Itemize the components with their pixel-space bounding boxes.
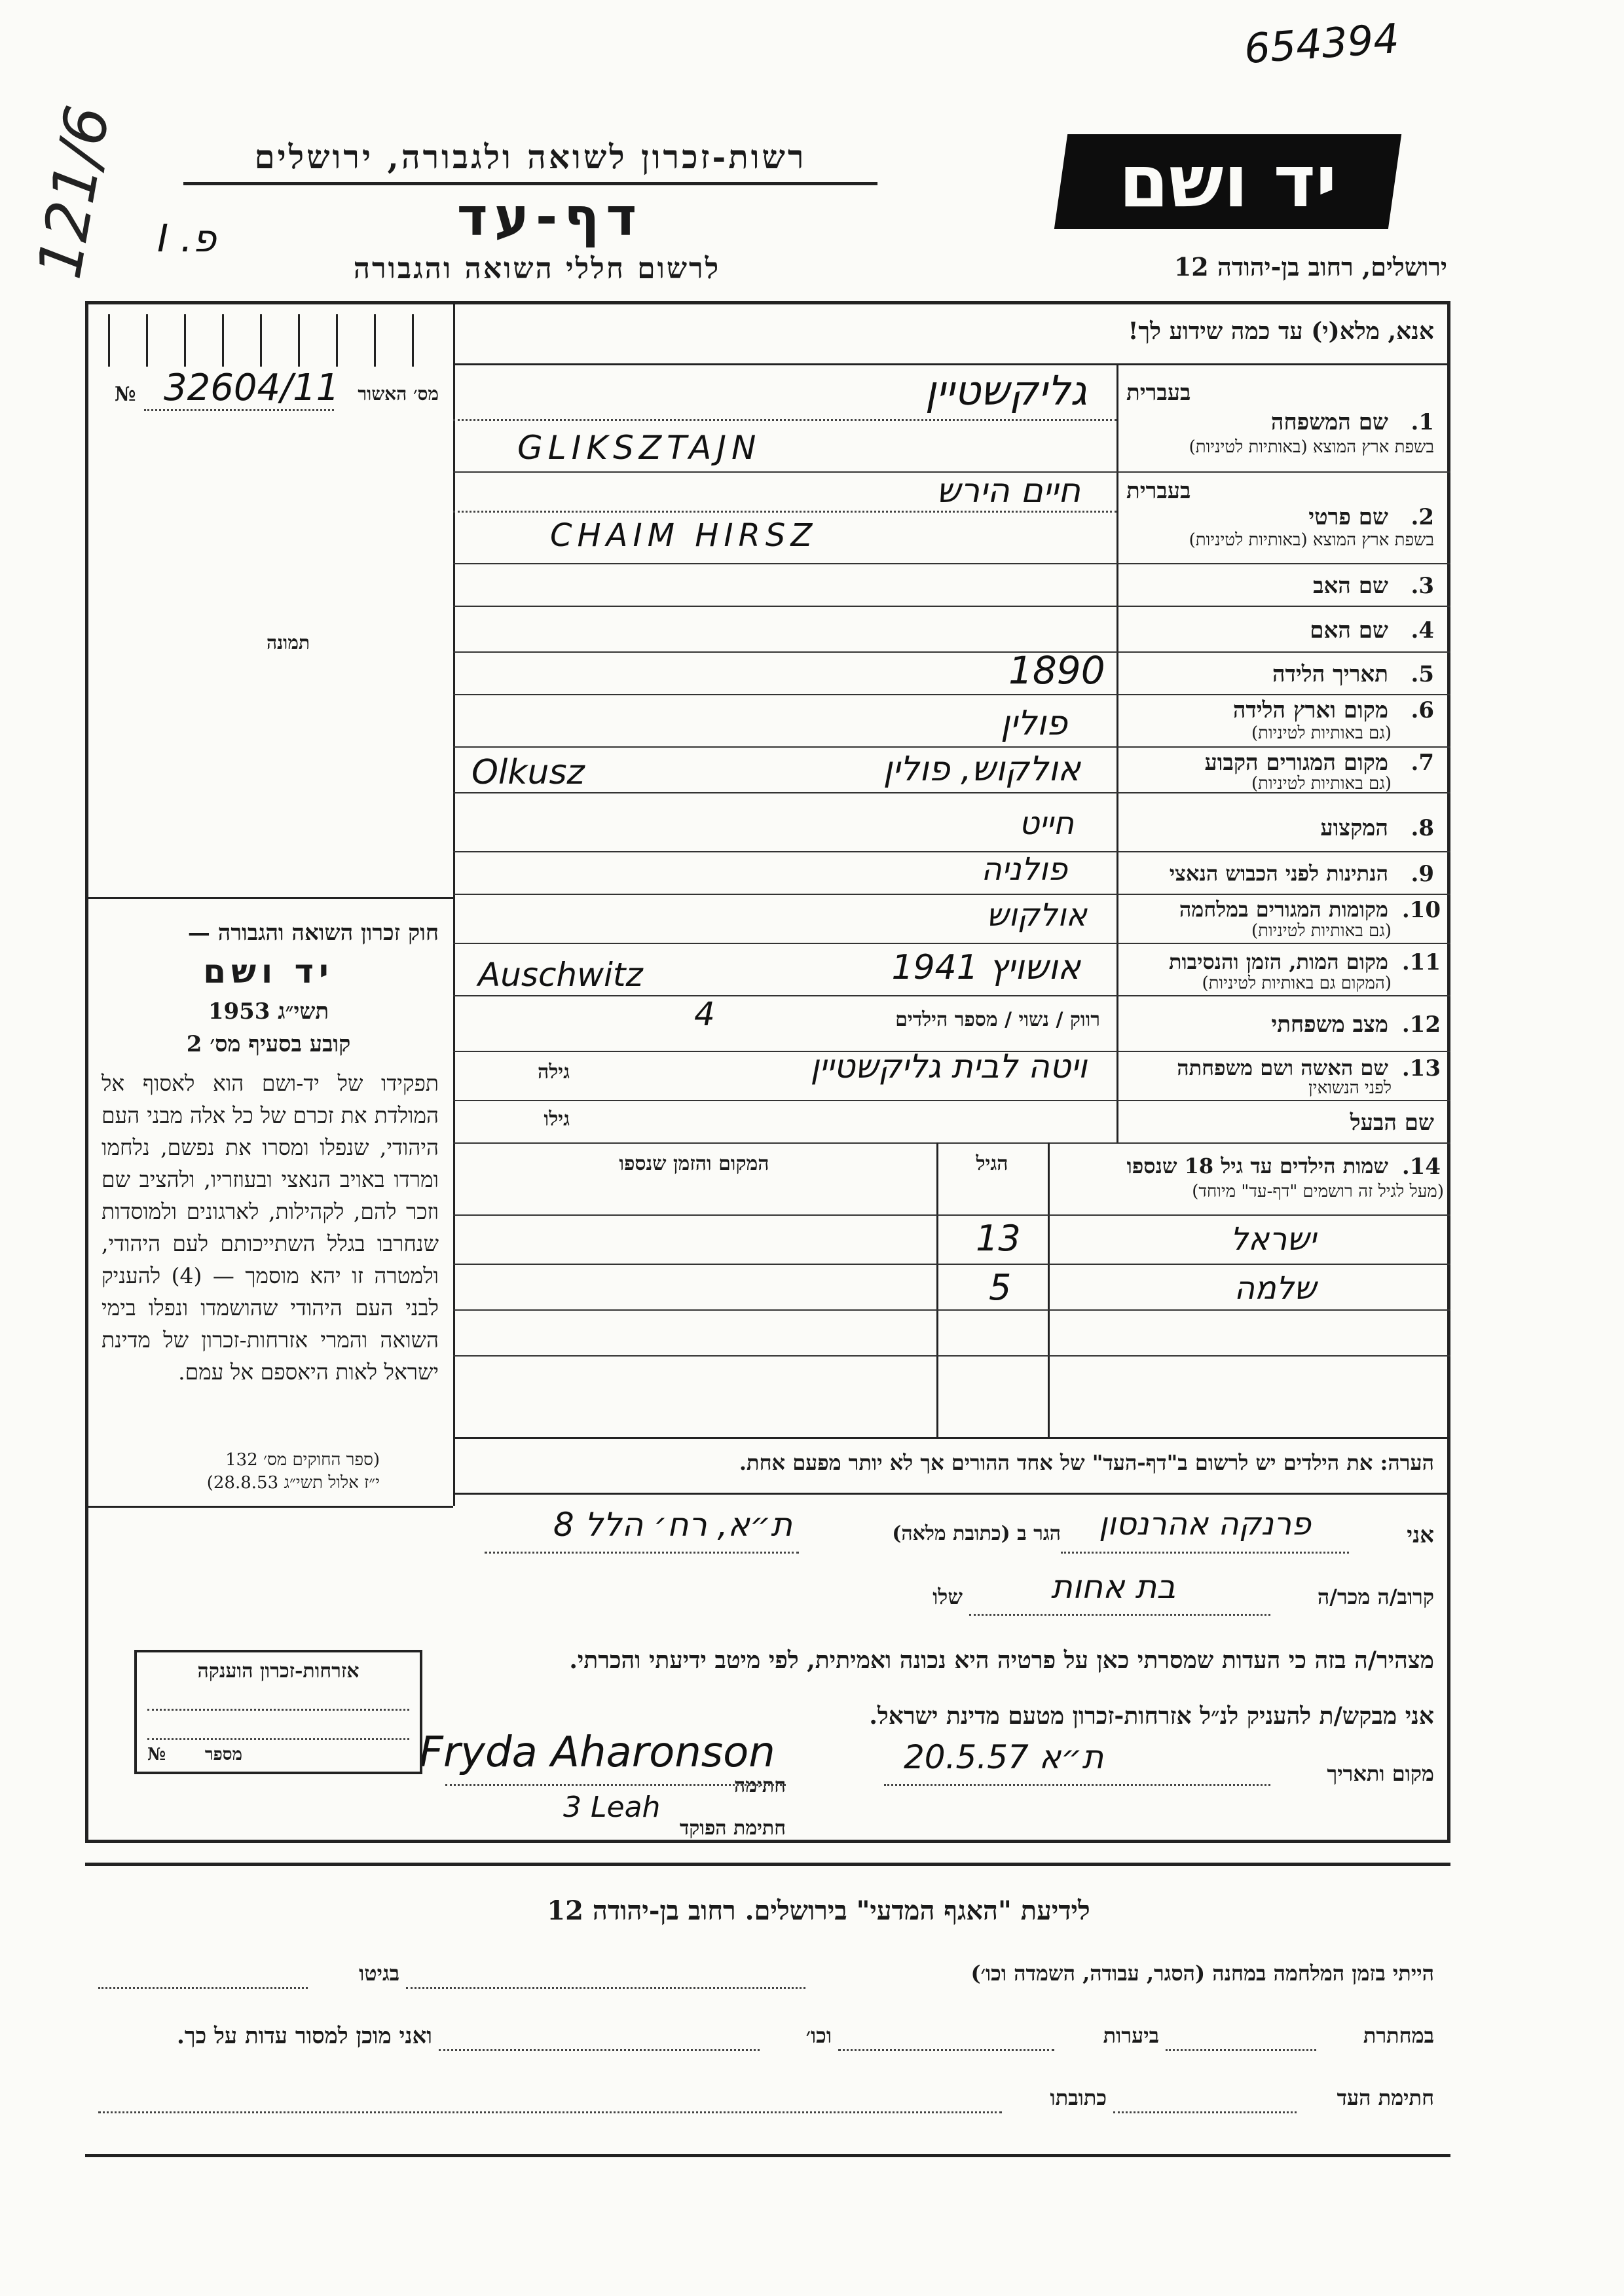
field-2-value-latin: CHAIM HIRSZ: [550, 517, 818, 554]
signature-dots: [445, 1784, 786, 1786]
row-sep: [453, 995, 1450, 996]
row-sep: [453, 694, 1450, 695]
field-5-value: 1890: [1008, 648, 1105, 693]
field-3-label: שם האב: [1313, 573, 1388, 599]
field-13-sub: לפני הנשואין: [1308, 1078, 1392, 1098]
form-subtitle: לרשום חללי השואה והגבורה: [353, 252, 721, 285]
place-date: ת״א 20.5.57: [904, 1738, 1104, 1776]
children-col-divider-1: [1048, 1142, 1050, 1437]
field-2-label: שם פרטי: [1308, 504, 1388, 530]
photo-label: תמונה: [266, 632, 310, 653]
child-1-age: 13: [976, 1218, 1021, 1259]
children-num: 14.: [1401, 1154, 1441, 1180]
children-col-place: המקום והזמן שנספו: [619, 1152, 769, 1175]
field-10-sub: (גם באותיות לטיניות): [1251, 921, 1392, 941]
field-11-value-latin: Auschwitz: [478, 956, 643, 994]
children-col-age: הגיל: [976, 1152, 1008, 1175]
field-1-sub: בשפת ארץ המוצא (באותיות לטיניות): [1189, 437, 1434, 457]
field-1-label: שם המשפחה: [1270, 409, 1388, 435]
official-signature: 3 Leah: [563, 1791, 661, 1824]
field-8-value: חייט: [1019, 805, 1074, 842]
children-sep: [453, 1264, 1450, 1265]
side-handwriting: 121/6: [24, 100, 124, 284]
footer-line2-a: במחתרת: [1363, 2023, 1434, 2048]
field-1-value-latin: GLIKSZTAJN: [517, 429, 762, 467]
field-9-num: 9.: [1411, 861, 1434, 887]
husband-label: שם הבעל: [1350, 1110, 1434, 1136]
field-2-value-he: חיים הירש: [936, 471, 1080, 511]
request: אני מבקש/ת להעניק לנ״ל אזרחות-זכרון מטעם מדינת ישראל.: [869, 1702, 1434, 1730]
footer-line2-c: וכו׳: [805, 2023, 832, 2048]
children-sep: [453, 1214, 1450, 1216]
row-sep-inner: [453, 419, 1116, 421]
row-sep: [453, 1142, 1450, 1144]
row-sep: [453, 1100, 1450, 1101]
field-11-value: אושויץ 1941: [891, 948, 1080, 987]
children-label: שמות הילדים עד גיל 18 שנספו: [1126, 1154, 1388, 1178]
declarant-resides: הגר ב (כתובת מלאה): [892, 1522, 1061, 1545]
photo-bottom-line: [85, 897, 453, 899]
footer-top-line: [85, 1863, 1450, 1866]
citizenship-dots-1: [147, 1709, 409, 1711]
field-7-value-latin: Olkusz: [471, 753, 585, 792]
declarant-relation: בת אחות: [1050, 1568, 1176, 1606]
children-bottom: [453, 1437, 1450, 1439]
form-title: דף-עד: [456, 187, 644, 247]
citizenship-title: אזרחות-זכרון הוענקה: [197, 1660, 360, 1683]
row-sep: [453, 943, 1450, 944]
field-13-value: ויטה לבית גליקשטיין: [810, 1048, 1087, 1085]
field-10-label: מקומות המגורים במלחמה: [1179, 897, 1388, 922]
note-bottom: [453, 1493, 1450, 1495]
field-5-num: 5.: [1411, 661, 1434, 687]
field-8-label: המקצוע: [1320, 815, 1388, 841]
field-10-num: 10.: [1401, 897, 1441, 923]
law-name: יד ושם: [203, 953, 334, 991]
field-3-num: 3.: [1411, 573, 1434, 599]
row-sep: [453, 746, 1450, 748]
place-date-dots: [884, 1784, 1270, 1786]
field-6-sub: (גם באותיות לטיניות): [1251, 723, 1392, 743]
footer-line2-dots-1: [1166, 2049, 1316, 2051]
declarant-relation-dots: [969, 1614, 1270, 1616]
husband-age-label: גילו: [544, 1108, 570, 1131]
footer-title: לידיעת "האגף המדעי" בירושלים. רחוב בן-יהודה 12: [547, 1895, 1090, 1926]
org-underline: [183, 182, 877, 185]
official-label: חתימת הפוקד: [679, 1817, 786, 1840]
row-sep: [453, 651, 1450, 653]
footer-line1-dots: [406, 1987, 805, 1989]
declarant-name: פרנקה אהרנסון: [1098, 1506, 1312, 1542]
logo-text: יד ושם: [1118, 139, 1337, 223]
law-bottom: [85, 1506, 453, 1508]
law-clause: קובע בסעיף מס׳ 2: [186, 1031, 351, 1057]
law-title: חוק זכרון השואה והגבורה —: [187, 920, 439, 946]
field-7-value: אולקוש, פולין: [883, 750, 1080, 789]
side-initials: פ. I: [157, 216, 217, 261]
field-8-num: 8.: [1411, 815, 1434, 841]
field-4-num: 4.: [1411, 617, 1434, 644]
declarant-relative-label: קרוב/ה מכר/ה: [1317, 1584, 1434, 1609]
children-sub: (מעל לגיל זה רושמים "דף-עד" מיוחד): [1192, 1182, 1444, 1201]
field-1-tag: בעברית: [1126, 380, 1191, 406]
footer-line3-b: כתובתו: [1050, 2085, 1107, 2110]
footer-line3-a: חתימת העד: [1337, 2085, 1434, 2110]
field-7-label: מקום המגורים הקבוע: [1204, 750, 1388, 776]
field-6-num: 6.: [1411, 697, 1434, 723]
archive-number: 654394: [1242, 14, 1401, 73]
row-sep: [453, 563, 1450, 564]
field-12-label: מצב משפחתי: [1271, 1011, 1388, 1038]
field-6-value: פולין: [1001, 704, 1067, 743]
citizenship-number-label: מספר: [204, 1745, 242, 1764]
signature-label: חתימה: [734, 1774, 786, 1797]
law-text: תפקידו של יד-ושם הוא לאסוף אל המולדת את זכרם של כל אלה מבני העם היהודי, שנפלו ומסרו את נפשם, נלחמו ומרדו באויב הנאצי ובעוזריו, ולהציב שם וזכר להם, לקהילות, לארגונים ולמוסדות שנחרבו בגלל השתייכותם לעם היהודי, ולמטרה זו יהא מוסמך — (4) להעניק לבני העם היהודי שהושמדו ונפלו בימי השואה והמרי אזרחות-זכרון של מדינת ישראל לאות היאספם אל עמם.: [101, 1070, 439, 1385]
field-12-value: 4: [694, 995, 715, 1033]
declarant-name-dots: [1061, 1552, 1349, 1554]
field-13-label: שם האשה ושם משפחתה: [1177, 1055, 1388, 1080]
declarant-address-dots: [485, 1552, 799, 1554]
address: ירושלים, רחוב בן-יהודה 12: [1173, 252, 1447, 282]
child-2-age: 5: [989, 1267, 1012, 1308]
footer-line2-b: ביערות: [1103, 2023, 1159, 2048]
instruction: אנא, מלא(י) עד כמה שידוע לך!: [1128, 318, 1434, 345]
field-11-label: מקום המות, הזמן והנסיבות: [1168, 949, 1388, 974]
children-col-divider-2: [936, 1142, 938, 1437]
child-1-name: ישראל: [1230, 1221, 1316, 1258]
footer-line1-end-dots: [98, 1987, 308, 1989]
footer-line2-dots-2: [838, 2049, 1054, 2051]
sidebar-divider: [453, 301, 455, 1506]
declarant-address: ת״א, רח׳ הלל 8: [553, 1506, 792, 1544]
registration-label: מס׳ האשור: [358, 383, 439, 405]
field-13-age-label: גילה: [537, 1061, 570, 1084]
field-10-value: אולקוש: [986, 897, 1087, 934]
signature: Fryda Aharonson: [419, 1728, 775, 1777]
citizenship-no: №: [147, 1745, 166, 1764]
children-sep: [453, 1309, 1450, 1311]
field-5-label: תאריך הלידה: [1272, 661, 1388, 687]
field-9-label: הנתינות לפני הכבוש הנאצי: [1169, 861, 1388, 886]
field-2-tag: בעברית: [1126, 478, 1191, 504]
field-7-sub: (גם באותיות לטיניות): [1251, 774, 1392, 793]
row-sep-inner: [453, 511, 1116, 513]
footer-line2-dots-3: [439, 2049, 760, 2051]
declarant-shel: שלו: [932, 1584, 963, 1609]
field-1-num: 1.: [1411, 409, 1434, 435]
registration-dots: [144, 409, 334, 411]
registration-value: 32604/11: [164, 367, 340, 409]
registration-ticks: [108, 314, 442, 367]
footer-line2-d: ואני מוכן למסור עדות על כך.: [177, 2023, 432, 2049]
field-7-num: 7.: [1411, 750, 1434, 776]
field-9-value: פולניה: [981, 851, 1067, 888]
footer-line3-dots-1: [1113, 2111, 1297, 2113]
registration-no: №: [115, 383, 136, 406]
row-sep: [453, 606, 1450, 607]
field-1-value-he: גליקשטיין: [925, 367, 1087, 414]
citizenship-dots-2: [147, 1738, 409, 1740]
declarant-ani: אני: [1407, 1522, 1434, 1548]
field-13-num: 13.: [1401, 1055, 1441, 1082]
footer-line3-dots-2: [98, 2111, 1002, 2113]
instruction-line: [453, 363, 1450, 365]
footer-line1-a: הייתי בזמן המלחמה במחנה (הסגר, עבודה, השמדה וכו׳): [970, 1961, 1434, 1986]
field-11-num: 11.: [1401, 949, 1441, 975]
children-sep: [453, 1355, 1450, 1357]
field-2-sub: בשפת ארץ המוצא (באותיות לטיניות): [1189, 530, 1434, 550]
row-sep: [453, 894, 1450, 895]
law-ref-1: (ספר החוקים מס׳ 132: [225, 1450, 380, 1470]
label-divider: [1116, 363, 1118, 1142]
law-year: תשי״ג 1953: [208, 998, 329, 1025]
field-6-label: מקום וארץ הלידה: [1232, 697, 1388, 723]
org-line: רשות-זכרון לשואה ולגבורה, ירושלים: [254, 137, 807, 176]
field-11-sub: (המקום גם באותיות לטיניות): [1202, 974, 1392, 993]
law-ref-2: י״ז אלול תשי״ג 28.8.53): [206, 1473, 380, 1493]
declaration: מצהיר/ה בזה כי העדות שמסרתי כאן על פרטיה היא נכונה ואמיתית, לפי מיטב ידיעתי והכרתי.: [569, 1647, 1434, 1674]
place-date-label: מקום ותאריך: [1327, 1761, 1434, 1786]
child-2-name: שלמה: [1234, 1270, 1316, 1307]
footer-bottom-line: [85, 2154, 1450, 2157]
footer-line1-b: בגיטו: [359, 1961, 399, 1986]
children-note: הערה: את הילדים יש לרשום ב"דף-העד" של אחד ההורים אך לא יותר מפעם אחת.: [739, 1450, 1434, 1475]
field-12-options: רווק / נשוי / מספר הילדים: [895, 1008, 1100, 1031]
field-4-label: שם האם: [1310, 617, 1388, 644]
field-12-num: 12.: [1401, 1011, 1441, 1038]
field-2-num: 2.: [1411, 504, 1434, 530]
